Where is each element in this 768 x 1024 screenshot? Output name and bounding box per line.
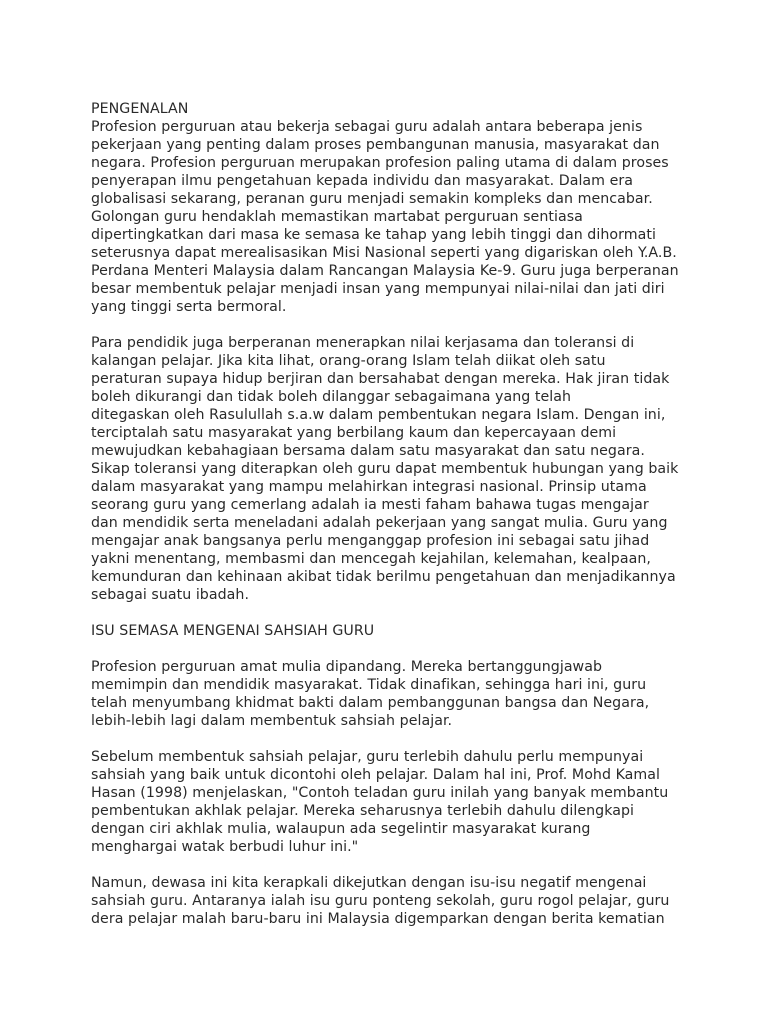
text-line: dengan ciri akhlak mulia, walaupun ada segelintir masyarakat kurang [91,821,591,837]
text-line: dipertingkatkan dari masa ke semasa ke tahap yang lebih tinggi dan dihormati [91,227,656,243]
paragraph-gap [91,316,691,334]
text-line: Para pendidik juga berperanan menerapkan nilai kerjasama dan toleransi di [91,335,635,351]
text-line: Hasan (1998) menjelaskan, "Contoh teladan guru inilah yang banyak membantu [91,785,669,801]
text-line: sebagai suatu ibadah. [91,587,250,603]
text-line: pembentukan akhlak pelajar. Mereka seharusnya terlebih dahulu dilengkapi [91,803,635,819]
text-line: seorang guru yang cemerlang adalah ia mesti faham bahawa tugas mengajar [91,497,649,513]
text-line: dan mendidik serta meneladani adalah pekerjaan yang sangat mulia. Guru yang [91,515,668,531]
paragraph-gap [91,640,691,658]
paragraph-gap [91,604,691,622]
paragraph-issues [91,874,691,928]
text-line: telah menyumbang khidmat bakti dalam pembanggunan bangsa dan Negara, [91,695,650,711]
text-line: kemunduran dan kehinaan akibat tidak berilmu pengetahuan dan menjadikannya [91,569,676,585]
document-body [91,100,691,928]
text-line: negara. Profesion perguruan merupakan profesion paling utama di dalam proses [91,155,669,171]
paragraph-character [91,748,691,856]
text-line: terciptalah satu masyarakat yang berbilang kaum dan kepercayaan demi [91,425,617,441]
text-line: lebih-lebih lagi dalam membentuk sahsiah pelajar. [91,713,453,729]
text-line: pekerjaan yang penting dalam proses pembangunan manusia, masyarakat dan [91,137,660,153]
text-line: Perdana Menteri Malaysia dalam Rancangan Malaysia Ke-9. Guru juga berperanan [91,263,679,279]
text-line: seterusnya dapat merealisasikan Misi Nasional seperti yang digariskan oleh Y.A.B. [91,245,677,261]
text-line: ditegaskan oleh Rasulullah s.a.w dalam pembentukan negara Islam. Dengan ini, [91,407,666,423]
heading-intro: PENGENALAN [91,101,189,117]
text-line: mewujudkan kebahagiaan bersama dalam satu masyarakat dan satu negara. [91,443,645,459]
text-line: besar membentuk pelajar menjadi insan yang mempunyai nilai-nilai dan jati diri [91,281,665,297]
text-line: Sikap toleransi yang diterapkan oleh guru dapat membentuk hubungan yang baik [91,461,679,477]
text-line: Namun, dewasa ini kita kerapkali dikejutkan dengan isu-isu negatif mengenai [91,875,647,891]
paragraph-intro [91,118,691,316]
paragraph-gap [91,856,691,874]
text-line: Profesion perguruan atau bekerja sebagai guru adalah antara beberapa jenis [91,119,643,135]
paragraph-profession [91,658,691,730]
text-line: peraturan supaya hidup berjiran dan bersahabat dengan mereka. Hak jiran tidak [91,371,670,387]
text-line: sahsiah yang baik untuk dicontohi oleh pelajar. Dalam hal ini, Prof. Mohd Kamal [91,767,661,783]
text-line: mengajar anak bangsanya perlu menganggap profesion ini sebagai satu jihad [91,533,650,549]
text-line: sahsiah guru. Antaranya ialah isu guru ponteng sekolah, guru rogol pelajar, guru [91,893,670,909]
paragraph-gap [91,730,691,748]
text-line: globalisasi sekarang, peranan guru menjadi semakin kompleks dan mencabar. [91,191,653,207]
text-line: yakni menentang, membasmi dan mencegah kejahilan, kelemahan, kealpaan, [91,551,651,567]
text-line: yang tinggi serta bermoral. [91,299,287,315]
text-line: boleh dikurangi dan tidak boleh dilanggar sebagaimana yang telah [91,389,572,405]
heading-issue: ISU SEMASA MENGENAI SAHSIAH GURU [91,623,375,639]
text-line: Profesion perguruan amat mulia dipandang. Mereka bertanggungjawab [91,659,603,675]
text-line: kalangan pelajar. Jika kita lihat, orang-orang Islam telah diikat oleh satu [91,353,606,369]
text-line: memimpin dan mendidik masyarakat. Tidak dinafikan, sehingga hari ini, guru [91,677,647,693]
text-line: menghargai watak berbudi luhur ini." [91,839,359,855]
paragraph-role [91,334,691,604]
text-line: penyerapan ilmu pengetahuan kepada individu dan masyarakat. Dalam era [91,173,634,189]
text-line: dera pelajar malah baru-baru ini Malaysia digemparkan dengan berita kematian [91,911,665,927]
text-line: Golongan guru hendaklah memastikan martabat perguruan sentiasa [91,209,583,225]
text-line: dalam masyarakat yang mampu melahirkan integrasi nasional. Prinsip utama [91,479,647,495]
text-line: Sebelum membentuk sahsiah pelajar, guru terlebih dahulu perlu mempunyai [91,749,644,765]
